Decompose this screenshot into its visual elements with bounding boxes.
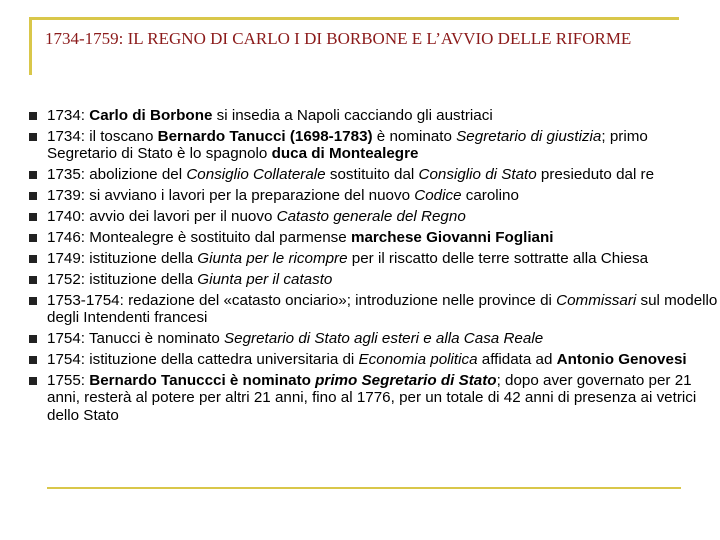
text-run: Giunta per il catasto bbox=[197, 270, 333, 288]
text-run: Segretario di giustizia bbox=[456, 127, 602, 145]
bullet-item bbox=[29, 107, 719, 125]
footer-rule bbox=[47, 487, 681, 489]
text-run: 1755: bbox=[47, 371, 90, 389]
bullet-text bbox=[47, 128, 648, 163]
text-run: 1749: istituzione della bbox=[47, 249, 198, 267]
square-bullet-icon bbox=[29, 255, 37, 263]
title-frame-horizontal bbox=[29, 17, 679, 20]
bullet-item bbox=[29, 271, 719, 289]
text-run: Bernardo Tanuccci è nominato bbox=[89, 371, 316, 389]
text-run: Catasto generale del Regno bbox=[276, 208, 466, 226]
text-run: Segretario di Stato agli esteri e alla Casa Reale bbox=[224, 330, 544, 348]
text-run: Consiglio di Stato bbox=[418, 166, 537, 184]
bullet-text bbox=[47, 229, 554, 246]
square-bullet-icon bbox=[29, 112, 37, 120]
square-bullet-icon bbox=[29, 276, 37, 284]
text-run: per il riscatto delle terre sottratte alla Chiesa bbox=[347, 249, 649, 267]
bullet-text bbox=[47, 107, 493, 124]
text-run: marchese Giovanni Fogliani bbox=[350, 228, 554, 246]
square-bullet-icon bbox=[29, 192, 37, 200]
bullet-item bbox=[29, 208, 719, 226]
text-run: 1753-1754: redazione del «catasto onciario»; introduzione nelle province di bbox=[47, 291, 557, 309]
bullet-text bbox=[47, 166, 654, 183]
square-bullet-icon bbox=[29, 377, 37, 385]
text-run: 1752: istituzione della bbox=[47, 270, 198, 288]
bullet-text bbox=[47, 187, 519, 204]
bullet-text bbox=[47, 351, 687, 368]
text-run: carolino bbox=[461, 187, 519, 205]
text-run: ; dopo aver governato per 21 anni, resterà al potere per altri 21 anni, fino al 1776, per un totale di 42 anni di presenza ai vetrici dello Stato bbox=[47, 371, 697, 424]
text-run: 1754: istituzione della cattedra universitaria di bbox=[47, 350, 359, 368]
bullet-item bbox=[29, 351, 719, 369]
text-run: sul modello degli Intendenti francesi bbox=[47, 291, 718, 327]
square-bullet-icon bbox=[29, 297, 37, 305]
text-run: duca di Montealegre bbox=[271, 145, 419, 163]
text-run: Bernardo Tanucci (1698-1783) bbox=[157, 127, 373, 145]
square-bullet-icon bbox=[29, 133, 37, 141]
text-run: Economia politica bbox=[358, 350, 478, 368]
bullet-item bbox=[29, 229, 719, 247]
square-bullet-icon bbox=[29, 171, 37, 179]
text-run: 1734: bbox=[47, 107, 90, 124]
text-run: Giunta per le ricompre bbox=[197, 249, 348, 267]
bullet-text bbox=[47, 372, 696, 424]
text-run: affidata ad bbox=[477, 350, 557, 368]
text-run: sostituito dal bbox=[325, 166, 419, 184]
text-run: presieduto dal re bbox=[536, 166, 655, 184]
text-run: Commissari bbox=[556, 291, 637, 309]
text-run: 1739: si avviano i lavori per la preparazione del nuovo bbox=[47, 187, 415, 205]
text-run: è nominato bbox=[372, 127, 457, 145]
square-bullet-icon bbox=[29, 234, 37, 242]
text-run: 1740: avvio dei lavori per il nuovo bbox=[47, 208, 277, 226]
square-bullet-icon bbox=[29, 213, 37, 221]
bullet-item bbox=[29, 372, 719, 425]
square-bullet-icon bbox=[29, 335, 37, 343]
bullet-item bbox=[29, 187, 719, 205]
bullet-list bbox=[29, 107, 719, 428]
text-run: ; primo Segretario di Stato è lo spagnolo bbox=[47, 127, 648, 163]
text-run: 1734: il toscano bbox=[47, 127, 158, 145]
bullet-item bbox=[29, 128, 719, 163]
text-run: primo Segretario di Stato bbox=[315, 371, 497, 389]
text-run: 1746: Montealegre è sostituito dal parmense bbox=[47, 228, 351, 246]
bullet-text bbox=[47, 330, 543, 347]
bullet-text bbox=[47, 292, 717, 327]
text-run: Carlo di Borbone bbox=[89, 107, 213, 124]
title-frame-vertical bbox=[29, 17, 32, 75]
text-run: 1735: abolizione del bbox=[47, 166, 187, 184]
bullet-text bbox=[47, 208, 466, 225]
text-run: Codice bbox=[414, 187, 462, 205]
slide-title: 1734-1759: IL REGNO DI CARLO I DI BORBONE E L’AVVIO DELLE RIFORME bbox=[45, 29, 632, 48]
square-bullet-icon bbox=[29, 356, 37, 364]
bullet-text bbox=[47, 250, 648, 267]
bullet-text bbox=[47, 271, 332, 288]
bullet-item bbox=[29, 330, 719, 348]
text-run: Consiglio Collaterale bbox=[186, 166, 326, 184]
bullet-item bbox=[29, 292, 719, 327]
text-run: si insedia a Napoli cacciando gli austriaci bbox=[212, 107, 493, 124]
text-run: 1754: Tanucci è nominato bbox=[47, 330, 225, 348]
text-run: Antonio Genovesi bbox=[556, 350, 687, 368]
bullet-item bbox=[29, 166, 719, 184]
bullet-item bbox=[29, 250, 719, 268]
